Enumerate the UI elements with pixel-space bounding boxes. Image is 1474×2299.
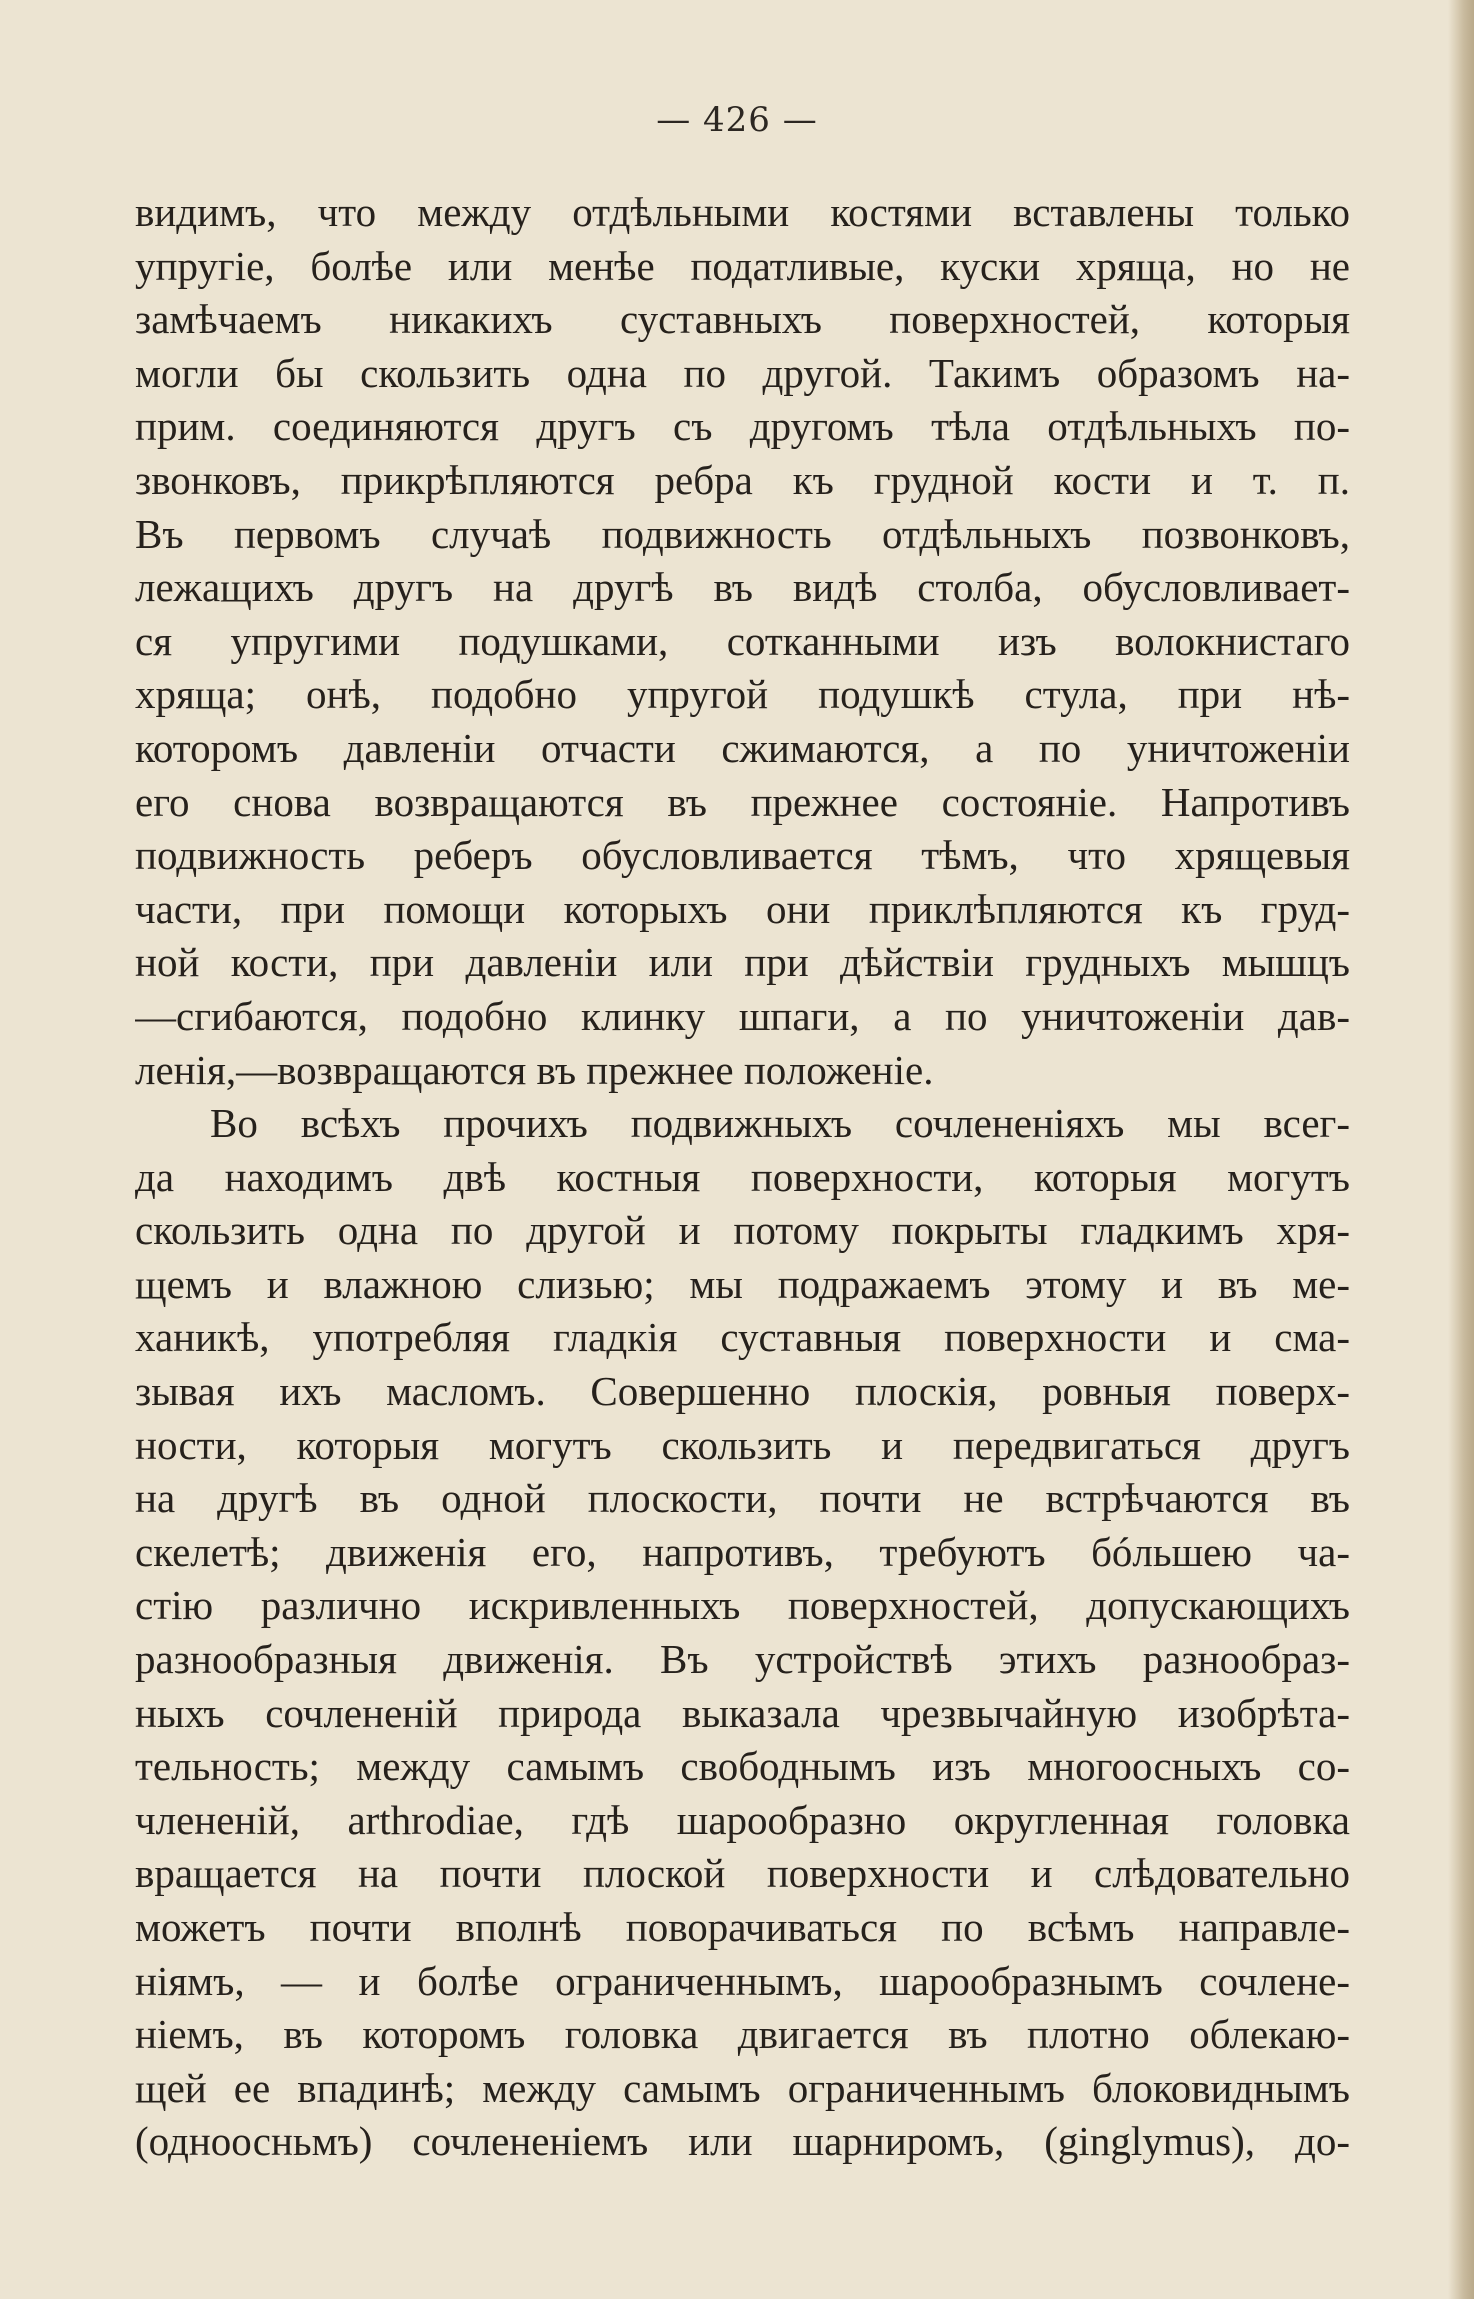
text-line: члененій, arthrodiae, гдѣ шарообразно округленная головка <box>135 1796 1350 1843</box>
text-line: можетъ почти вполнѣ поворачиваться по всѣмъ направле- <box>135 1904 1350 1950</box>
text-line: вращается на почти плоской поверхности и слѣдовательно <box>135 1850 1350 1897</box>
text-line: ся упругими подушками, сотканными изъ волокнистаго <box>135 617 1350 664</box>
text-line: лежащихъ другъ на другѣ въ видѣ столба, обусловливает- <box>135 564 1350 611</box>
text-line: его снова возвращаются въ прежнее состояніе. Напротивъ <box>135 778 1350 825</box>
text-line: щемъ и влажною слизью; мы подражаемъ этому и въ ме- <box>135 1260 1350 1307</box>
text-line: (одноосньмъ) сочлененіемъ или шарниромъ, (ginglymus), до- <box>135 2118 1350 2165</box>
text-line: ніемъ, въ которомъ головка двигается въ плотно облекаю- <box>135 2011 1350 2058</box>
text-line: стію различно искривленныхъ поверхностей, допускающихъ <box>135 1582 1350 1629</box>
text-line: хряща; онѣ, подобно упругой подушкѣ стула, при нѣ- <box>135 671 1350 718</box>
text-line: щей ее впадинѣ; между самымъ ограниченнымъ блоковиднымъ <box>135 2064 1350 2111</box>
text-line: разнообразныя движенія. Въ устройствѣ этихъ разнообраз- <box>135 1636 1350 1683</box>
text-line: ности, которыя могутъ скользить и передвигаться другъ <box>135 1421 1350 1468</box>
text-line: ныхъ сочлененій природа выказала чрезвычайную изобрѣта- <box>135 1689 1350 1736</box>
text-line: подвижность реберъ обусловливается тѣмъ, что хрящевыя <box>135 832 1350 879</box>
text-line: упругіе, болѣе или менѣе податливые, куски хряща, но не <box>135 242 1350 289</box>
text-line: тельность; между самымъ свободнымъ изъ многоосныхъ со- <box>135 1743 1350 1790</box>
paragraph <box>135 1097 1350 2169</box>
body-text <box>135 186 1350 2169</box>
page-number: — 426 — <box>656 100 818 140</box>
text-line: звонковъ, прикрѣпляются ребра къ грудной кости и т. п. <box>135 456 1350 503</box>
text-line: на другѣ въ одной плоскости, почти не встрѣчаются въ <box>135 1475 1350 1522</box>
text-line: зывая ихъ масломъ. Совершенно плоскія, ровныя поверх- <box>135 1368 1350 1415</box>
text-line: которомъ давленіи отчасти сжимаются, а по уничтоженіи <box>135 724 1350 771</box>
text-line: могли бы скользить одна по другой. Такимъ образомъ на- <box>135 349 1350 396</box>
paragraph <box>135 186 1350 1097</box>
text-line: Во всѣхъ прочихъ подвижныхъ сочлененіяхъ мы всег- <box>210 1100 1350 1147</box>
text-line: прим. соединяются другъ съ другомъ тѣла отдѣльныхъ по- <box>135 403 1350 450</box>
text-line: части, при помощи которыхъ они приклѣпляются къ груд- <box>135 885 1350 932</box>
text-line: ніямъ, — и болѣе ограниченнымъ, шарообразнымъ сочлене- <box>135 1957 1350 2004</box>
text-line: ленія,—возвращаются въ прежнее положеніе. <box>135 1046 934 1093</box>
text-line: Въ первомъ случаѣ подвижность отдѣльныхъ позвонковъ, <box>135 510 1350 557</box>
text-line: скользить одна по другой и потому покрыты гладкимъ хря- <box>135 1207 1350 1254</box>
text-line: скелетѣ; движенія его, напротивъ, требуютъ бóльшею ча- <box>135 1528 1350 1575</box>
text-line: —сгибаются, подобно клинку шпаги, а по уничтоженіи дав- <box>135 992 1350 1039</box>
text-line: ной кости, при давленіи или при дѣйствіи грудныхъ мышцъ <box>135 939 1350 986</box>
text-line: видимъ, что между отдѣльными костями вставлены только <box>135 189 1350 235</box>
text-line: замѣчаемъ никакихъ суставныхъ поверхностей, которыя <box>135 296 1350 343</box>
page-edge <box>1448 0 1474 2299</box>
text-line: да находимъ двѣ костныя поверхности, которыя могутъ <box>135 1153 1350 1200</box>
text-line: ханикѣ, употребляя гладкія суставныя поверхности и сма- <box>135 1314 1350 1361</box>
